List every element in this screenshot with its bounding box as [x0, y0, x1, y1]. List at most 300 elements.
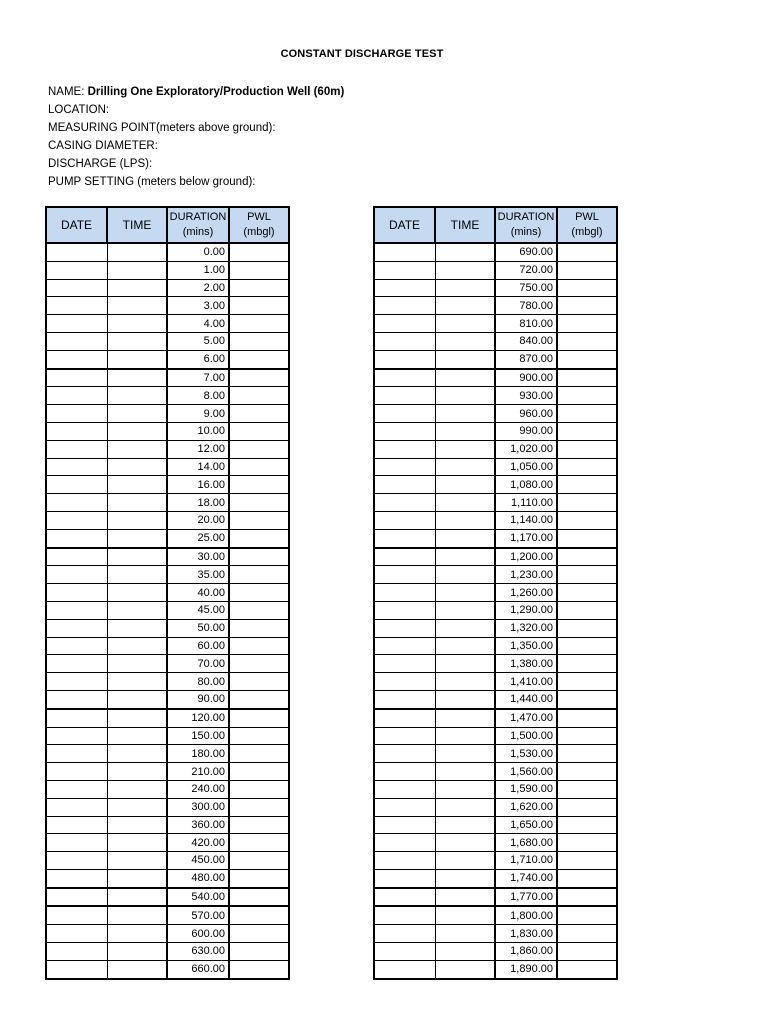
date-cell[interactable] — [374, 745, 435, 763]
duration-cell: 1,110.00 — [495, 494, 557, 512]
pwl-cell[interactable] — [557, 332, 617, 350]
date-cell[interactable] — [46, 494, 107, 512]
time-cell[interactable] — [107, 673, 167, 691]
pwl-cell[interactable] — [229, 422, 289, 440]
table-row — [46, 816, 289, 834]
table-row — [46, 297, 289, 315]
time-cell[interactable] — [435, 745, 495, 763]
date-cell[interactable] — [374, 943, 435, 961]
pwl-cell[interactable] — [229, 369, 289, 387]
time-cell[interactable] — [107, 727, 167, 745]
time-cell[interactable] — [107, 529, 167, 547]
time-cell[interactable] — [435, 619, 495, 637]
table-row — [374, 745, 617, 763]
date-cell[interactable] — [46, 548, 107, 566]
pwl-cell[interactable] — [229, 529, 289, 547]
date-cell[interactable] — [46, 279, 107, 297]
pwl-cell[interactable] — [557, 297, 617, 315]
pwl-cell[interactable] — [557, 906, 617, 924]
time-cell[interactable] — [107, 709, 167, 727]
date-cell[interactable] — [374, 566, 435, 584]
pwl-cell[interactable] — [557, 655, 617, 673]
time-cell[interactable] — [107, 763, 167, 781]
duration-cell: 9.00 — [167, 405, 229, 423]
date-cell[interactable] — [374, 869, 435, 887]
table-row — [46, 888, 289, 907]
date-cell[interactable] — [46, 816, 107, 834]
pwl-cell[interactable] — [229, 458, 289, 476]
duration-cell: 1,680.00 — [495, 834, 557, 852]
date-cell[interactable] — [46, 584, 107, 602]
date-cell[interactable] — [46, 869, 107, 887]
time-cell[interactable] — [435, 637, 495, 655]
pwl-cell[interactable] — [557, 458, 617, 476]
pwl-cell[interactable] — [557, 763, 617, 781]
time-cell[interactable] — [435, 960, 495, 978]
pwl-cell[interactable] — [229, 906, 289, 924]
time-cell[interactable] — [435, 655, 495, 673]
duration-cell: 480.00 — [167, 869, 229, 887]
time-cell[interactable] — [435, 780, 495, 798]
pwl-cell[interactable] — [229, 745, 289, 763]
pwl-cell[interactable] — [557, 745, 617, 763]
duration-cell: 420.00 — [167, 834, 229, 852]
time-cell[interactable] — [435, 869, 495, 887]
pwl-cell[interactable] — [557, 279, 617, 297]
time-cell[interactable] — [435, 261, 495, 279]
time-cell[interactable] — [435, 332, 495, 350]
time-cell[interactable] — [107, 655, 167, 673]
time-cell[interactable] — [107, 297, 167, 315]
pwl-cell[interactable] — [557, 709, 617, 727]
time-cell[interactable] — [435, 852, 495, 870]
pwl-cell[interactable] — [557, 315, 617, 333]
time-cell[interactable] — [435, 511, 495, 529]
pwl-cell[interactable] — [557, 690, 617, 708]
time-cell[interactable] — [435, 601, 495, 619]
date-cell[interactable] — [46, 243, 107, 261]
time-cell[interactable] — [435, 709, 495, 727]
pwl-cell[interactable] — [229, 511, 289, 529]
date-cell[interactable] — [374, 637, 435, 655]
date-cell[interactable] — [46, 906, 107, 924]
time-cell[interactable] — [107, 511, 167, 529]
table-row — [374, 780, 617, 798]
location-label: LOCATION: — [48, 104, 110, 116]
table-row — [46, 925, 289, 943]
time-cell[interactable] — [107, 925, 167, 943]
pwl-cell[interactable] — [557, 834, 617, 852]
duration-cell: 80.00 — [167, 673, 229, 691]
pwl-cell[interactable] — [557, 619, 617, 637]
date-cell[interactable] — [46, 387, 107, 405]
pwl-cell[interactable] — [229, 727, 289, 745]
date-cell[interactable] — [46, 261, 107, 279]
time-cell[interactable] — [435, 243, 495, 261]
pwl-cell[interactable] — [229, 315, 289, 333]
duration-cell: 5.00 — [167, 332, 229, 350]
time-cell[interactable] — [435, 943, 495, 961]
duration-header-line1: DURATION — [169, 211, 227, 223]
date-cell[interactable] — [374, 709, 435, 727]
pwl-cell[interactable] — [229, 494, 289, 512]
pwl-cell[interactable] — [229, 869, 289, 887]
pwl-cell[interactable] — [557, 888, 617, 907]
date-cell[interactable] — [374, 261, 435, 279]
pwl-cell[interactable] — [557, 601, 617, 619]
pwl-cell[interactable] — [557, 548, 617, 566]
duration-cell: 1,740.00 — [495, 869, 557, 887]
pwl-cell[interactable] — [229, 816, 289, 834]
date-cell[interactable] — [374, 601, 435, 619]
table-row — [46, 655, 289, 673]
date-cell[interactable] — [374, 243, 435, 261]
pwl-cell[interactable] — [229, 261, 289, 279]
time-cell[interactable] — [435, 387, 495, 405]
pwl-cell[interactable] — [229, 332, 289, 350]
date-cell[interactable] — [374, 440, 435, 458]
date-cell[interactable] — [46, 745, 107, 763]
duration-cell: 840.00 — [495, 332, 557, 350]
table-row — [46, 458, 289, 476]
time-cell[interactable] — [107, 243, 167, 261]
pwl-cell[interactable] — [557, 816, 617, 834]
date-cell[interactable] — [374, 279, 435, 297]
date-cell[interactable] — [46, 690, 107, 708]
time-cell[interactable] — [107, 261, 167, 279]
time-cell[interactable] — [107, 584, 167, 602]
table-row — [374, 566, 617, 584]
date-cell[interactable] — [46, 511, 107, 529]
date-cell[interactable] — [46, 852, 107, 870]
date-cell[interactable] — [46, 566, 107, 584]
time-cell[interactable] — [107, 943, 167, 961]
time-cell[interactable] — [107, 780, 167, 798]
name-label: NAME: — [48, 86, 88, 98]
duration-cell: 1,470.00 — [495, 709, 557, 727]
pwl-cell[interactable] — [557, 261, 617, 279]
duration-cell: 300.00 — [167, 798, 229, 816]
time-cell[interactable] — [435, 476, 495, 494]
time-cell[interactable] — [107, 458, 167, 476]
table-row — [374, 852, 617, 870]
table-row — [46, 243, 289, 261]
date-cell[interactable] — [374, 387, 435, 405]
date-cell[interactable] — [374, 780, 435, 798]
date-cell[interactable] — [374, 690, 435, 708]
date-cell[interactable] — [46, 601, 107, 619]
pwl-cell[interactable] — [557, 780, 617, 798]
time-cell[interactable] — [435, 727, 495, 745]
pwl-cell[interactable] — [557, 440, 617, 458]
time-cell[interactable] — [435, 297, 495, 315]
date-cell[interactable] — [374, 798, 435, 816]
time-cell[interactable] — [435, 816, 495, 834]
pwl-cell[interactable] — [229, 405, 289, 423]
date-cell[interactable] — [46, 943, 107, 961]
date-cell[interactable] — [374, 350, 435, 368]
pwl-cell[interactable] — [557, 584, 617, 602]
pwl-cell[interactable] — [229, 566, 289, 584]
time-cell[interactable] — [107, 422, 167, 440]
time-cell[interactable] — [107, 601, 167, 619]
time-cell[interactable] — [107, 476, 167, 494]
pwl-cell[interactable] — [229, 476, 289, 494]
pwl-cell[interactable] — [557, 673, 617, 691]
date-cell[interactable] — [374, 906, 435, 924]
date-cell[interactable] — [46, 888, 107, 907]
time-cell[interactable] — [107, 960, 167, 978]
date-cell[interactable] — [374, 960, 435, 978]
date-cell[interactable] — [374, 332, 435, 350]
date-cell[interactable] — [46, 369, 107, 387]
time-cell[interactable] — [107, 369, 167, 387]
pwl-cell[interactable] — [557, 476, 617, 494]
date-cell[interactable] — [374, 584, 435, 602]
duration-cell: 1,170.00 — [495, 529, 557, 547]
pwl-cell[interactable] — [557, 369, 617, 387]
pwl-cell[interactable] — [557, 798, 617, 816]
table-row — [46, 261, 289, 279]
date-cell[interactable] — [46, 619, 107, 637]
date-cell[interactable] — [374, 763, 435, 781]
duration-cell: 7.00 — [167, 369, 229, 387]
time-cell[interactable] — [107, 387, 167, 405]
pwl-cell[interactable] — [229, 548, 289, 566]
pwl-cell[interactable] — [557, 852, 617, 870]
time-cell[interactable] — [435, 925, 495, 943]
pwl-cell[interactable] — [229, 943, 289, 961]
date-cell[interactable] — [374, 548, 435, 566]
pwl-cell[interactable] — [229, 637, 289, 655]
time-cell[interactable] — [435, 440, 495, 458]
date-cell[interactable] — [46, 476, 107, 494]
pwl-cell[interactable] — [557, 529, 617, 547]
date-cell[interactable] — [46, 960, 107, 978]
pwl-cell[interactable] — [557, 925, 617, 943]
table-row — [374, 906, 617, 924]
pwl-cell[interactable] — [557, 727, 617, 745]
pwl-cell[interactable] — [557, 387, 617, 405]
date-cell[interactable] — [374, 925, 435, 943]
pwl-cell[interactable] — [557, 637, 617, 655]
date-cell[interactable] — [374, 494, 435, 512]
pwl-cell[interactable] — [229, 888, 289, 907]
time-cell[interactable] — [435, 763, 495, 781]
pwl-cell[interactable] — [557, 511, 617, 529]
date-cell[interactable] — [46, 405, 107, 423]
duration-header-line2: (mins) — [510, 226, 542, 238]
date-cell[interactable] — [46, 529, 107, 547]
time-cell[interactable] — [435, 279, 495, 297]
time-cell[interactable] — [107, 745, 167, 763]
date-cell[interactable] — [46, 458, 107, 476]
time-cell[interactable] — [435, 350, 495, 368]
table-row — [374, 297, 617, 315]
duration-cell: 1,830.00 — [495, 925, 557, 943]
pwl-cell[interactable] — [557, 943, 617, 961]
pwl-cell[interactable] — [229, 798, 289, 816]
date-cell[interactable] — [46, 925, 107, 943]
time-cell[interactable] — [435, 405, 495, 423]
pwl-cell[interactable] — [229, 601, 289, 619]
date-cell[interactable] — [374, 476, 435, 494]
duration-cell: 960.00 — [495, 405, 557, 423]
time-cell[interactable] — [435, 529, 495, 547]
duration-cell: 8.00 — [167, 387, 229, 405]
time-cell[interactable] — [107, 798, 167, 816]
pwl-cell[interactable] — [229, 619, 289, 637]
date-cell[interactable] — [46, 440, 107, 458]
table-row — [46, 440, 289, 458]
time-cell[interactable] — [435, 690, 495, 708]
date-cell[interactable] — [46, 780, 107, 798]
table-row — [374, 619, 617, 637]
date-cell[interactable] — [46, 315, 107, 333]
duration-cell: 870.00 — [495, 350, 557, 368]
time-cell[interactable] — [107, 834, 167, 852]
pwl-cell[interactable] — [229, 690, 289, 708]
date-cell[interactable] — [374, 422, 435, 440]
date-cell[interactable] — [46, 763, 107, 781]
duration-cell: 810.00 — [495, 315, 557, 333]
time-cell[interactable] — [435, 422, 495, 440]
time-cell[interactable] — [435, 906, 495, 924]
pwl-cell[interactable] — [229, 709, 289, 727]
table-row — [46, 869, 289, 887]
time-cell[interactable] — [435, 548, 495, 566]
table-row — [46, 798, 289, 816]
date-cell[interactable] — [46, 798, 107, 816]
table-row — [46, 279, 289, 297]
pwl-cell[interactable] — [229, 387, 289, 405]
date-cell[interactable] — [374, 673, 435, 691]
date-cell[interactable] — [374, 655, 435, 673]
date-cell[interactable] — [46, 834, 107, 852]
pwl-cell[interactable] — [229, 440, 289, 458]
pwl-cell[interactable] — [557, 350, 617, 368]
pwl-cell[interactable] — [229, 673, 289, 691]
time-cell[interactable] — [107, 566, 167, 584]
pwl-cell[interactable] — [557, 960, 617, 978]
pwl-cell[interactable] — [557, 566, 617, 584]
date-cell[interactable] — [374, 619, 435, 637]
time-cell[interactable] — [107, 869, 167, 887]
pwl-cell[interactable] — [229, 584, 289, 602]
time-cell[interactable] — [435, 888, 495, 907]
duration-cell: 60.00 — [167, 637, 229, 655]
pwl-cell[interactable] — [229, 960, 289, 978]
time-cell[interactable] — [107, 548, 167, 566]
table-row — [46, 476, 289, 494]
date-cell[interactable] — [46, 297, 107, 315]
time-cell[interactable] — [107, 906, 167, 924]
date-cell[interactable] — [374, 727, 435, 745]
time-cell[interactable] — [435, 798, 495, 816]
date-cell[interactable] — [374, 405, 435, 423]
pwl-header-line1: PWL — [575, 211, 599, 223]
date-cell[interactable] — [374, 852, 435, 870]
duration-header-line2: (mins) — [182, 226, 214, 238]
time-cell[interactable] — [435, 494, 495, 512]
duration-cell: 210.00 — [167, 763, 229, 781]
date-cell[interactable] — [46, 637, 107, 655]
date-cell[interactable] — [46, 350, 107, 368]
time-cell[interactable] — [435, 673, 495, 691]
time-cell[interactable] — [435, 315, 495, 333]
date-cell[interactable] — [374, 297, 435, 315]
time-cell[interactable] — [107, 350, 167, 368]
time-cell[interactable] — [107, 690, 167, 708]
date-cell[interactable] — [46, 332, 107, 350]
time-cell[interactable] — [435, 458, 495, 476]
time-cell[interactable] — [107, 637, 167, 655]
readings-table-left — [45, 206, 290, 980]
time-cell[interactable] — [107, 440, 167, 458]
date-cell[interactable] — [46, 655, 107, 673]
pwl-cell[interactable] — [557, 405, 617, 423]
date-cell[interactable] — [46, 709, 107, 727]
time-cell[interactable] — [107, 816, 167, 834]
table-row — [374, 458, 617, 476]
pwl-cell[interactable] — [557, 422, 617, 440]
time-cell[interactable] — [107, 852, 167, 870]
time-cell[interactable] — [107, 494, 167, 512]
pwl-cell[interactable] — [557, 869, 617, 887]
pwl-cell[interactable] — [229, 655, 289, 673]
date-cell[interactable] — [46, 422, 107, 440]
pwl-cell[interactable] — [229, 297, 289, 315]
pwl-cell[interactable] — [229, 925, 289, 943]
time-cell[interactable] — [435, 566, 495, 584]
date-cell[interactable] — [374, 511, 435, 529]
date-cell[interactable] — [46, 727, 107, 745]
duration-cell: 1,650.00 — [495, 816, 557, 834]
time-cell[interactable] — [107, 315, 167, 333]
test-info-block — [48, 83, 344, 191]
date-cell[interactable] — [374, 315, 435, 333]
pwl-cell[interactable] — [229, 852, 289, 870]
pwl-cell[interactable] — [557, 243, 617, 261]
pwl-cell[interactable] — [229, 279, 289, 297]
table-row — [374, 529, 617, 547]
date-cell[interactable] — [374, 816, 435, 834]
date-cell[interactable] — [46, 673, 107, 691]
date-cell[interactable] — [374, 458, 435, 476]
time-cell[interactable] — [435, 834, 495, 852]
time-cell[interactable] — [107, 332, 167, 350]
table-row — [46, 511, 289, 529]
date-cell[interactable] — [374, 529, 435, 547]
table-row — [46, 673, 289, 691]
pwl-cell[interactable] — [229, 350, 289, 368]
pwl-cell[interactable] — [557, 494, 617, 512]
time-cell[interactable] — [107, 279, 167, 297]
time-cell[interactable] — [107, 888, 167, 907]
pwl-cell[interactable] — [229, 780, 289, 798]
pwl-cell[interactable] — [229, 834, 289, 852]
time-cell[interactable] — [435, 369, 495, 387]
date-cell[interactable] — [374, 888, 435, 907]
table-row — [374, 279, 617, 297]
date-cell[interactable] — [374, 369, 435, 387]
date-cell[interactable] — [374, 834, 435, 852]
time-cell[interactable] — [435, 584, 495, 602]
time-cell[interactable] — [107, 619, 167, 637]
time-cell[interactable] — [107, 405, 167, 423]
pwl-cell[interactable] — [229, 763, 289, 781]
pwl-cell[interactable] — [229, 243, 289, 261]
